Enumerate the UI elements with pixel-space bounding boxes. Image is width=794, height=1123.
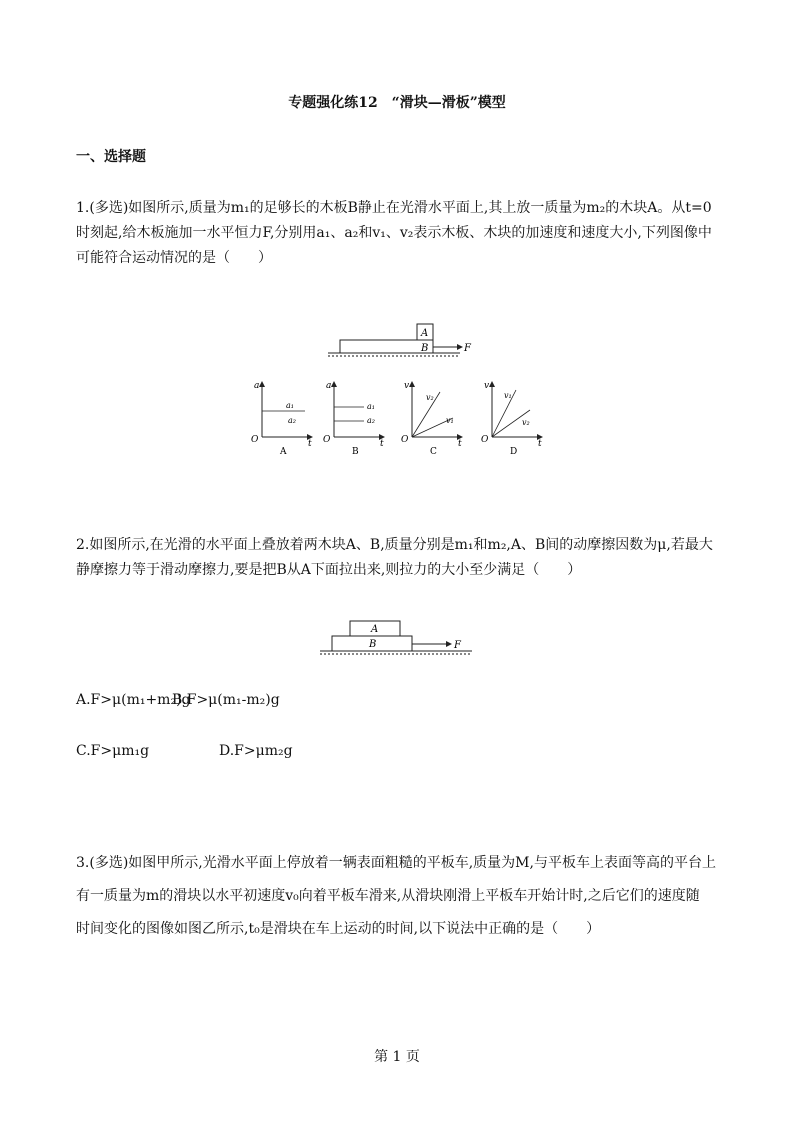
block-a-label: A <box>421 328 429 339</box>
option-c: C.F>μm₁g <box>76 743 150 759</box>
question-2-line-2: 静摩擦力等于滑动摩擦力,要是把B从A下面拉出来,则拉力的大小至少满足（ ） <box>76 562 582 578</box>
graph-a-origin: O <box>251 435 259 445</box>
force-label: F <box>464 343 471 354</box>
graph-a-caption: A <box>280 447 287 457</box>
graph-d-ylabel: v <box>484 381 490 391</box>
graph-d-label-v1: v₁ <box>504 391 512 400</box>
graph-a-label-a1: a₁ <box>286 401 294 410</box>
option-b: B.F>μ(m₁-m₂)g <box>172 692 280 708</box>
graph-b <box>320 378 390 458</box>
question-1-setup-figure <box>320 320 480 360</box>
question-1-line-2: 时刻起,给木板施加一水平恒力F,分别用a₁、a₂和v₁、v₂表示木板、木块的加速度和速度大小,下列图像中 <box>76 225 712 241</box>
question-1-text <box>76 196 726 271</box>
question-3-line-2: 有一质量为m的滑块以水平初速度v₀向着平板车滑来,从滑块刚滑上平板车开始计时,之后它们的速度随 <box>76 888 700 904</box>
section-heading: 一、选择题 <box>76 149 146 165</box>
graph-d-caption: D <box>510 447 518 457</box>
question-1-line-3: 可能符合运动情况的是（ ） <box>76 250 272 266</box>
graph-b-origin: O <box>323 435 331 445</box>
board-b <box>340 340 433 353</box>
graph-c-xlabel: t <box>458 439 462 449</box>
option-a: A.F>μ(m₁+m₂)g <box>76 692 191 708</box>
question-3-line-1: 3.(多选)如图甲所示,光滑水平面上停放着一辆表面粗糙的平板车,质量为M,与平板车上表面等高的平台上 <box>76 855 716 871</box>
question-2-setup-figure <box>316 616 476 662</box>
graph-b-y-arrow <box>331 381 337 387</box>
page-number: 第 1 页 <box>374 1049 420 1065</box>
graph-c-label-v1: v₁ <box>446 416 454 425</box>
graph-a-label-a2: a₂ <box>288 416 296 425</box>
graph-d-xlabel: t <box>538 439 542 449</box>
question-3-line-3: 时间变化的图像如图乙所示,t₀是滑块在车上运动的时间,以下说法中正确的是（ ） <box>76 921 601 937</box>
question-1-line-1: 1.(多选)如图所示,质量为m₁的足够长的木板B静止在光滑水平面上,其上放一质量为m₂的木块A。从t=0 <box>76 200 712 216</box>
graph-d-origin: O <box>481 435 489 445</box>
graph-c-caption: C <box>430 447 437 457</box>
page-title: 专题强化练12 “滑块—滑板”模型 <box>288 95 506 111</box>
graph-b-label-a2: a₂ <box>367 416 375 425</box>
graph-a-xlabel: t <box>308 439 312 449</box>
graph-d <box>478 378 548 458</box>
graph-b-ylabel: a <box>326 381 332 391</box>
graph-a-y-arrow <box>259 381 265 387</box>
graph-c <box>398 378 468 458</box>
force-label: F <box>454 640 461 651</box>
graph-c-y-arrow <box>409 381 415 387</box>
graph-d-y-arrow <box>489 381 495 387</box>
board-b-label: B <box>421 343 429 354</box>
force-arrow-head <box>457 344 463 350</box>
graph-c-ylabel: v <box>404 381 410 391</box>
force-arrow-head <box>446 641 452 647</box>
graph-b-label-a1: a₁ <box>367 402 375 411</box>
graph-b-xlabel: t <box>380 439 384 449</box>
graph-b-caption: B <box>352 447 359 457</box>
graph-a-ylabel: a <box>254 381 260 391</box>
graph-c-origin: O <box>401 435 409 445</box>
graph-c-label-v2: v₂ <box>426 393 434 402</box>
graph-d-label-v2: v₂ <box>522 418 530 427</box>
question-2-text <box>76 533 726 583</box>
block-a-label: A <box>371 624 379 635</box>
graph-a <box>248 378 318 458</box>
question-3-text <box>76 847 726 946</box>
option-d: D.F>μm₂g <box>219 743 293 759</box>
question-2-line-1: 2.如图所示,在光滑的水平面上叠放着两木块A、B,质量分别是m₁和m₂,A、B间的动摩擦因数为μ,若最大 <box>76 537 713 553</box>
block-b-label: B <box>369 639 377 650</box>
